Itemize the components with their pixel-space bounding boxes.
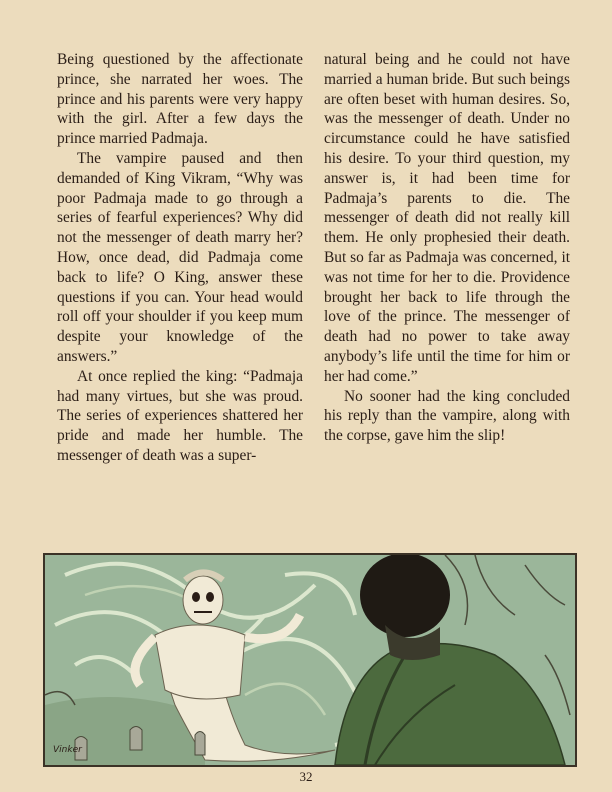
vampire-and-king-illustration <box>43 553 577 767</box>
paragraph: natural being and he could not have married a human bride. But such beings are often beset with human desires. So, was the messenger of death. Under no circumstance could he have satisfied his desire. To your third question, my answer is, it had been time for Padmaja’s parents to die. The messenger of death did not really kill them. He only prophesied their death. But so far as Padmaja was concerned, it was not time for her to die. Providence brought her back to life through the love of the prince. The messenger of death had no power to take away anybody’s life until the time for him or her had come.” <box>324 51 570 385</box>
text-column-right <box>324 50 570 446</box>
artist-signature: Vinker <box>53 745 82 755</box>
paragraph: The vampire paused and then demanded of King Vikram, “Why was poor Padmaja made to go through a series of fearful experiences? Why did not the messenger of death marry her? How, once dead, did Padmaja come back to life? O King, answer these questions if you can. Your head would roll off your shoulder if you keep mum despite your knowledge of the answers.” <box>57 149 303 365</box>
page-number: 32 <box>299 769 313 784</box>
paragraph: Being questioned by the affectionate prince, she narrated her woes. The prince and his parents were very happy with the girl. After a few days the prince married Padmaja. <box>57 51 303 148</box>
paragraph: At once replied the king: “Padmaja had many virtues, but she was proud. The series of experiences shattered her pride and made her humble. The messenger of death was a super- <box>57 367 303 464</box>
text-column-left <box>57 50 303 466</box>
paragraph: No sooner had the king concluded his reply than the vampire, along with the corpse, gave him the slip! <box>324 387 570 445</box>
illustration-drawing <box>45 555 575 765</box>
